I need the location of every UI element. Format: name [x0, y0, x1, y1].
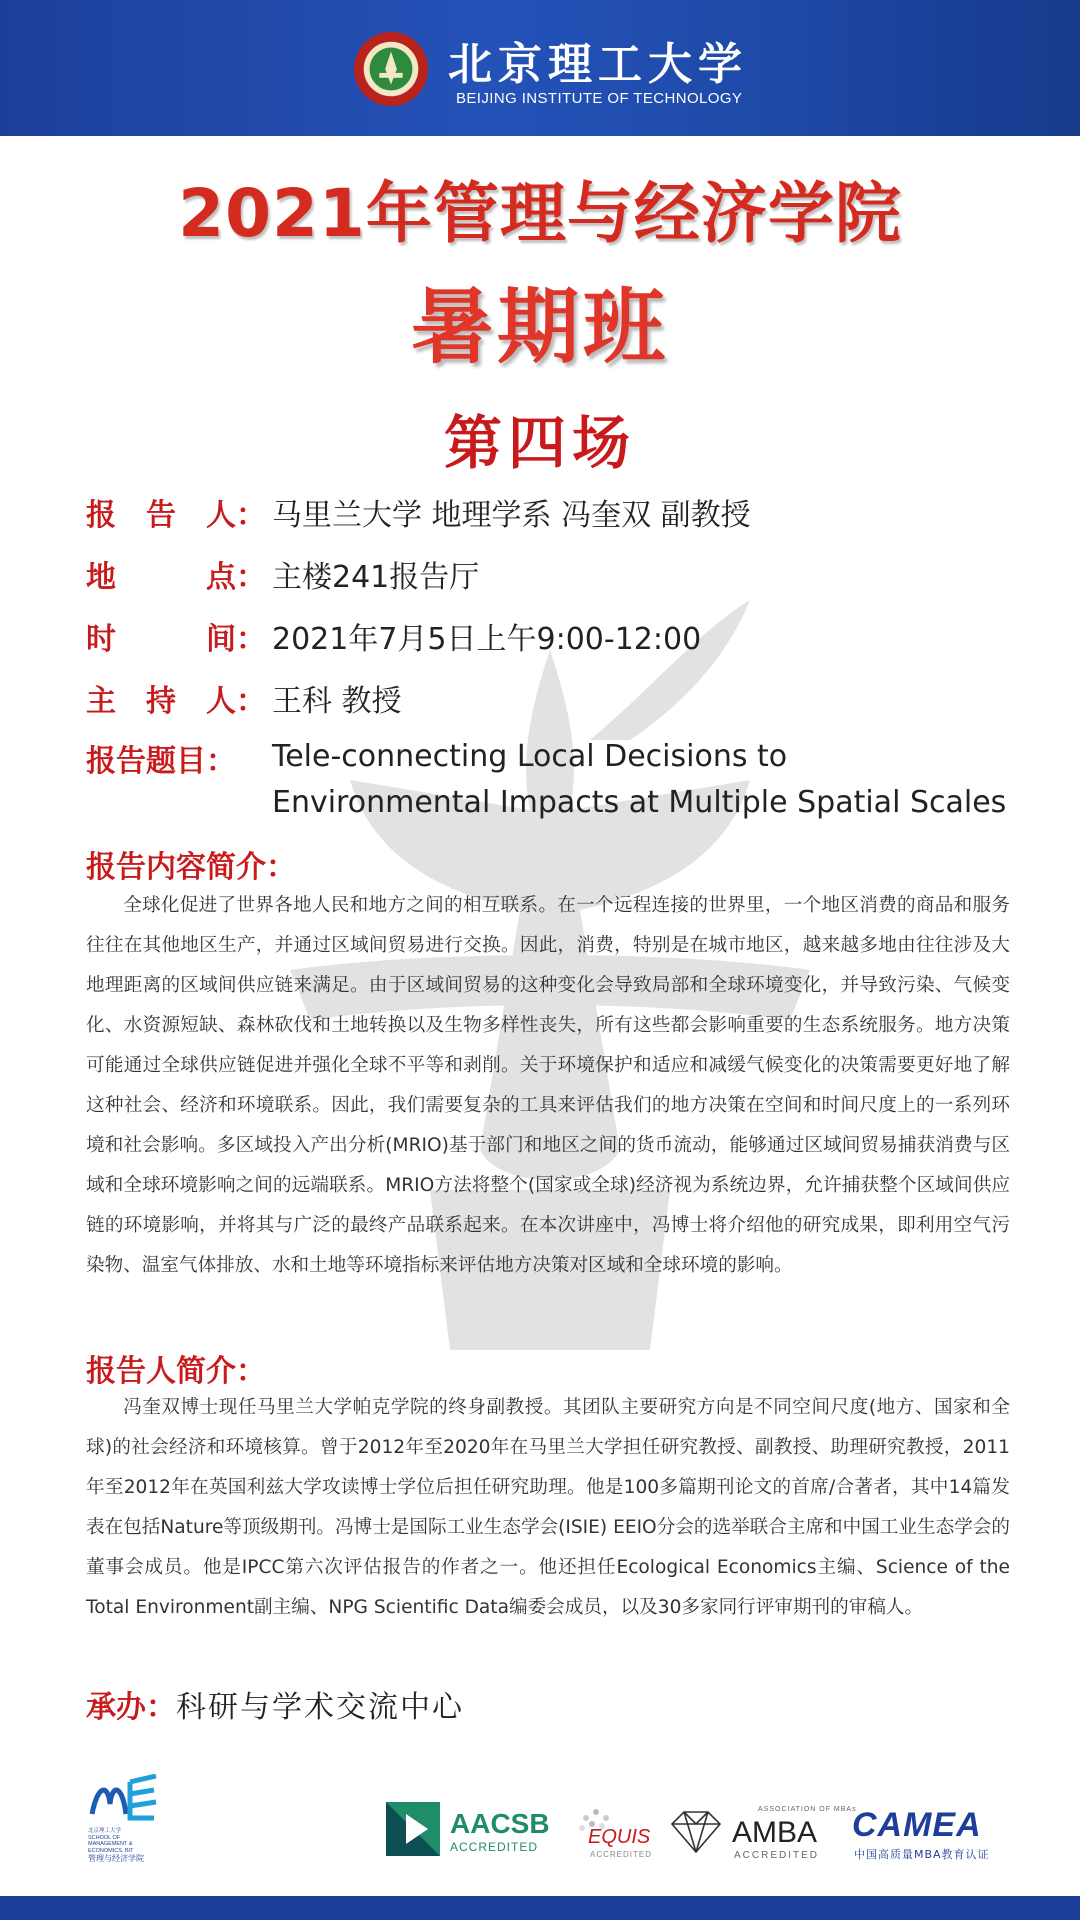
event-subtitle: 暑期班 — [410, 280, 669, 375]
amba-top: ASSOCIATION OF MBAs — [758, 1806, 857, 1813]
camea-sub: 中国高质量MBA教育认证 — [854, 1848, 990, 1861]
university-name-en: BEIJING INSTITUTE OF TECHNOLOGY — [456, 90, 743, 107]
topic-value: Tele-connecting Local Decisions to Environmental Impacts at Multiple Spatial Scales — [272, 739, 1007, 820]
speaker-label: 报 告 人： — [86, 498, 266, 533]
university-seal-icon — [352, 30, 430, 108]
sme-line-2: MANAGEMENT & — [88, 1841, 133, 1847]
sme-line-school-cn: 管理与经济学院 — [88, 1854, 144, 1863]
organizer-value: 科研与学术交流中心 — [176, 1690, 464, 1725]
equis-sub: ACCREDITED — [590, 1850, 653, 1859]
header-banner — [0, 0, 1080, 136]
sme-line-3: ECONOMICS, BIT — [88, 1847, 134, 1854]
abstract-title: 报告内容简介： — [86, 850, 296, 885]
time-value: 2021年7月5日上午9:00-12:00 — [272, 622, 702, 657]
topic-label: 报告题目： — [86, 744, 236, 779]
amba-sub: ACCREDITED — [734, 1850, 820, 1861]
aacsb-name: AACSB — [450, 1808, 550, 1839]
location-value: 主楼241报告厅 — [272, 560, 480, 595]
footer-bar — [0, 1896, 1080, 1920]
aacsb-mark-icon — [386, 1802, 440, 1856]
sme-line-cn: 北京理工大学 — [88, 1828, 122, 1834]
university-name-cn: 北京理工大学 — [448, 39, 748, 90]
bio-title: 报告人简介： — [86, 1354, 266, 1389]
camea-name: CAMEA — [852, 1806, 982, 1844]
abstract-text: 全球化促进了世界各地人民和地方之间的相互联系。在一个远程连接的世界里，一个地区消费的商品和服务往往在其他地区生产，并通过区域间贸易进行交换。因此，消费，特别是在城市地区，越来越多地由往往涉及大地理距离的区域间供应链来满足。由于区域间贸易的这种变化会导致局部和全球环境变化，并导致污染、气候变化、水资源短缺、森林砍伐和土地转换以及生物多样性丧失，所有这些都会影响重要的生态系统服务。地方决策可能通过全球供应链促进并强化全球不平等和剥削。关于环境保护和适应和减缓气候变化的决策需要更好地了解这种社会、经济和环境联系。因此，我们需要复杂的工具来评估我们的地方决策在空间和时间尺度上的一系列环境和社会影响。多区域投入产出分析(MRIO)基于部门和地区之间的货币流动，能够通过区域间贸易捕获消费与区域和全球环境影响之间的远端联系。MRIO方法将整个(国家或全球)经济视为系统边界，允许捕获整个区域间供应链的环境影响，并将其与广泛的最终产品联系起来。在本次讲座中，冯博士将介绍他的研究成果，即利用空气污染物、温室气体排放、水和土地等环境指标来评估地方决策对区域和全球环境的影响。 — [86, 895, 1010, 1276]
sme-mark-icon — [88, 1774, 158, 1824]
amba-logo — [670, 1806, 857, 1861]
host-value: 王科 教授 — [272, 684, 402, 719]
amba-name: AMBA — [732, 1816, 818, 1849]
bio-text: 冯奎双博士现任马里兰大学帕克学院的终身副教授。其团队主要研究方向是不同空间尺度(地方、国家和全球)的社会经济和环境核算。曾于2012年至2020年在马里兰大学担任研究教授、副教授、助理研究教授，2011年至2012年在英国利兹大学攻读博士学位后担任研究助理。他是100多篇期刊论文的首席/合著者，其中14篇发表在包括Nature等顶级期刊。冯博士是国际工业生态学会(ISIE) EEIO分会的选举联合主席和中国工业生态学会的董事会成员。他是IPCC第六次评估报告的作者之一。他还担任Ecological Economics主编、Science of the Total Environment副主编、NPG Scientific Data编委会成员，以及30多家同行评审期刊的审稿人。 — [86, 1397, 1010, 1618]
sme-line-1: SCHOOL OF — [88, 1834, 121, 1841]
session-title: 第四场 — [443, 409, 636, 477]
equis-logo — [572, 1806, 658, 1860]
organizer-label: 承办： — [86, 1690, 176, 1725]
speaker-value: 马里兰大学 地理学系 冯奎双 副教授 — [272, 498, 751, 533]
amba-diamond-icon — [670, 1810, 722, 1854]
aacsb-sub: ACCREDITED — [450, 1840, 539, 1854]
location-label: 地 点： — [86, 560, 266, 595]
equis-name: EQUIS — [588, 1826, 651, 1848]
event-title: 2021年管理与经济学院 — [178, 175, 902, 252]
camea-logo — [852, 1806, 1018, 1860]
organizer-line — [86, 1682, 464, 1726]
aacsb-logo — [386, 1802, 556, 1858]
sme-logo — [88, 1774, 168, 1862]
time-label: 时 间： — [86, 622, 266, 657]
host-label: 主 持 人： — [86, 684, 266, 719]
